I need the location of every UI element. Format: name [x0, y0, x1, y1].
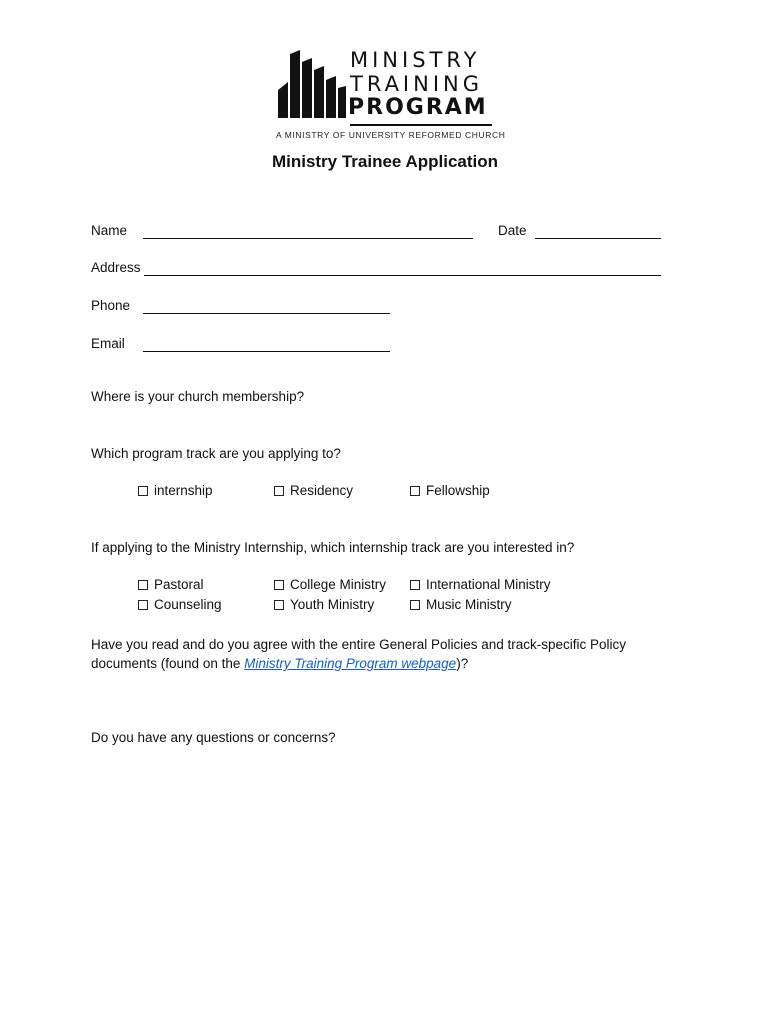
internship-option-music-ministry[interactable]	[410, 597, 512, 612]
track-option-label: internship	[154, 483, 213, 498]
checkbox-icon[interactable]	[138, 580, 148, 590]
internship-option-college-ministry[interactable]	[274, 577, 386, 592]
internship-option-label: International Ministry	[426, 577, 551, 592]
page-title: Ministry Trainee Application	[271, 152, 499, 171]
date-label: Date	[498, 223, 527, 238]
internship-option-pastoral[interactable]	[138, 577, 204, 592]
checkbox-icon[interactable]	[410, 600, 420, 610]
address-label: Address	[91, 260, 141, 275]
logo-rule	[350, 124, 492, 126]
phone-field[interactable]	[143, 313, 390, 314]
concerns-question: Do you have any questions or concerns?	[91, 730, 336, 745]
ministry-training-program-link[interactable]: Ministry Training Program webpage	[244, 656, 457, 671]
checkbox-icon[interactable]	[138, 486, 148, 496]
phone-label: Phone	[91, 298, 131, 313]
checkbox-icon[interactable]	[410, 580, 420, 590]
track-option-label: Fellowship	[426, 483, 490, 498]
program-track-question: Which program track are you applying to?	[91, 446, 341, 461]
church-membership-question: Where is your church membership?	[91, 389, 305, 404]
policy-question-end: )?	[456, 656, 469, 671]
internship-option-label: Counseling	[154, 597, 222, 612]
name-field[interactable]	[143, 238, 473, 239]
internship-option-label: Pastoral	[154, 577, 204, 592]
policy-question	[91, 635, 671, 673]
checkbox-icon[interactable]	[410, 486, 420, 496]
logo-line-training: TRAINING	[350, 72, 484, 96]
name-label: Name	[91, 223, 128, 238]
logo-tagline: A MINISTRY OF UNIVERSITY REFORMED CHURCH	[276, 130, 506, 140]
email-label: Email	[91, 336, 125, 351]
track-option-label: Residency	[290, 483, 354, 498]
internship-option-youth-ministry[interactable]	[274, 597, 374, 612]
track-option-residency[interactable]	[274, 483, 353, 498]
email-field[interactable]	[143, 351, 390, 352]
checkbox-icon[interactable]	[274, 486, 284, 496]
address-field[interactable]	[144, 275, 661, 276]
internship-option-label: College Ministry	[290, 577, 387, 592]
internship-option-label: Music Ministry	[426, 597, 512, 612]
checkbox-icon[interactable]	[138, 600, 148, 610]
checkbox-icon[interactable]	[274, 580, 284, 590]
internship-option-counseling[interactable]	[138, 597, 222, 612]
building-bars-logo-icon	[276, 48, 346, 120]
track-option-internship[interactable]	[138, 483, 213, 498]
internship-track-question: If applying to the Ministry Internship, which internship track are you interested in?	[91, 540, 575, 555]
logo-line-ministry: MINISTRY	[350, 48, 481, 72]
policy-question-text: Have you read and do you agree with the entire General Policies and track-specific Policy documents (found on the	[91, 637, 627, 671]
internship-option-label: Youth Ministry	[290, 597, 375, 612]
logo-line-program: PROGRAM	[348, 95, 488, 120]
internship-option-international-ministry[interactable]	[410, 577, 551, 592]
checkbox-icon[interactable]	[274, 600, 284, 610]
track-option-fellowship[interactable]	[410, 483, 490, 498]
date-field[interactable]	[535, 238, 661, 239]
